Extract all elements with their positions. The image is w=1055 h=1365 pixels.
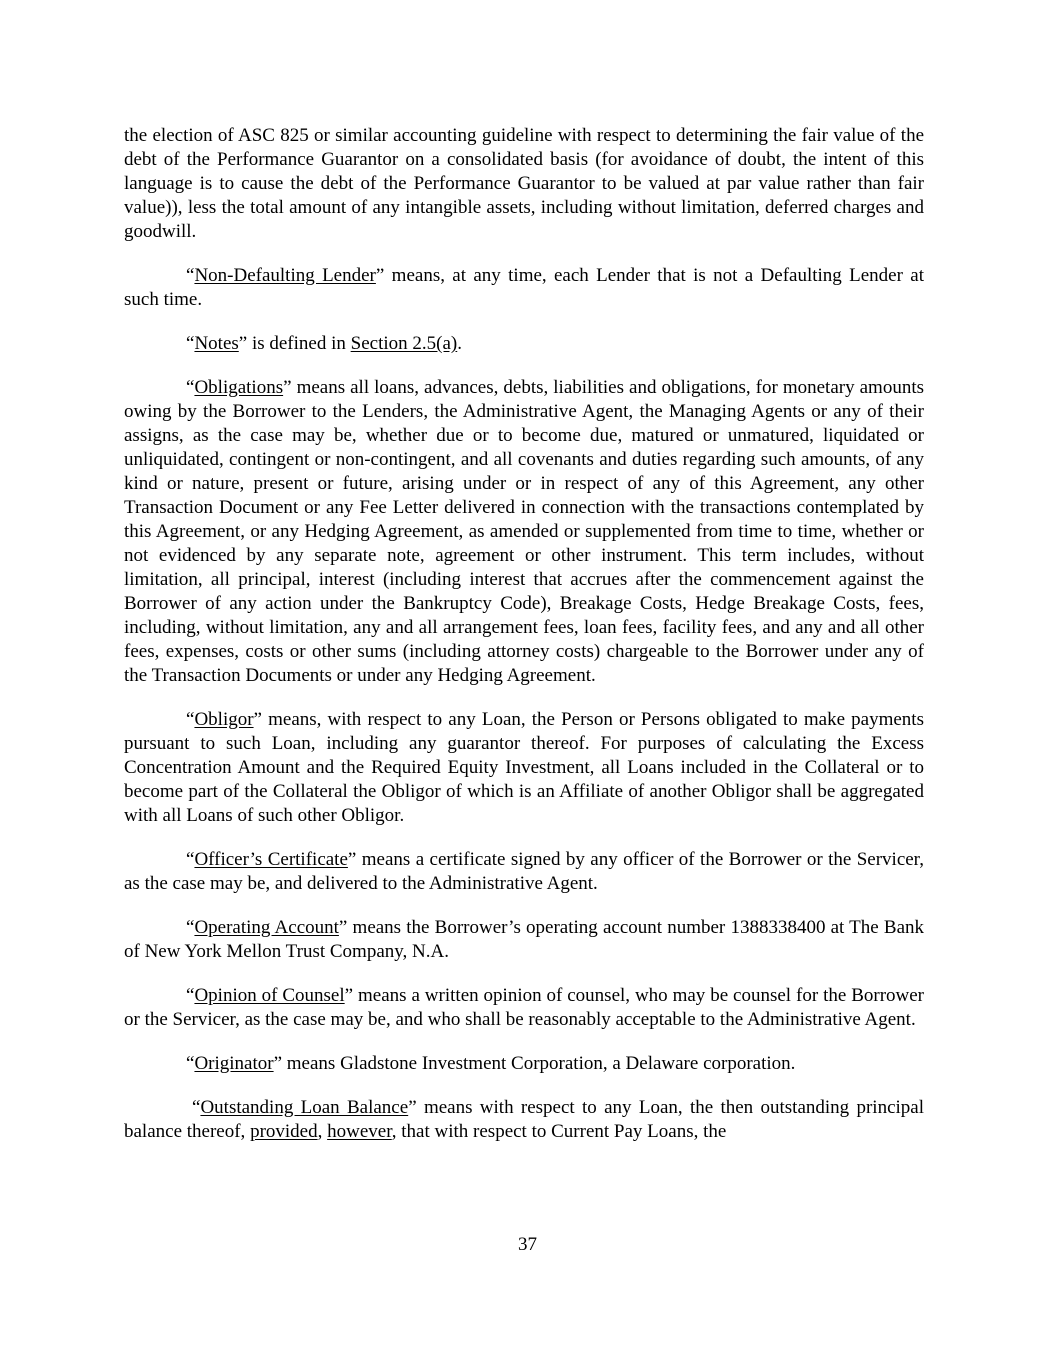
proviso-separator: , [317, 1121, 328, 1142]
close-quote: ” [347, 849, 357, 870]
defined-term: Obligations [194, 377, 284, 398]
defined-term: Officer’s Certificate [194, 849, 348, 870]
page-number: 37 [518, 1234, 537, 1255]
open-quote: “ [192, 1097, 201, 1118]
definition-non-defaulting-lender [124, 264, 924, 312]
definition-obligor [124, 708, 924, 828]
definition-text: means a written opinion of counsel, who may be counsel for the Borrower or the Servicer, as the case may be, and who shall be reasonably acceptable to the Administrative Agent. [124, 985, 925, 1030]
definition-text: means the Borrower’s operating account number 1388338400 at The Bank of New York Mellon Trust Company, N.A. [124, 917, 924, 962]
definition-originator [124, 1052, 924, 1076]
close-quote: ” [253, 709, 262, 730]
close-quote: ” [408, 1097, 417, 1118]
proviso-however: however [327, 1121, 392, 1142]
document-page [124, 124, 924, 1164]
definition-text: means with respect to any Loan, the then outstanding principal balance thereof, [124, 1097, 924, 1142]
close-quote: ” [238, 333, 248, 354]
definition-officers-certificate [124, 848, 924, 896]
open-quote: “ [186, 917, 195, 938]
proviso-provided: provided [250, 1121, 318, 1142]
close-quote: ” [344, 985, 354, 1006]
defined-term: Obligor [194, 709, 254, 730]
definition-opinion-of-counsel [124, 984, 924, 1032]
open-quote: “ [186, 333, 195, 354]
definition-text: means Gladstone Investment Corporation, a Delaware corporation. [282, 1053, 796, 1074]
open-quote: “ [186, 265, 195, 286]
definition-obligations [124, 376, 924, 688]
continuation-paragraph: the election of ASC 825 or similar accounting guideline with respect to determining the fair value of the debt of the Performance Guarantor on a consolidated basis (for avoidance of doubt, the intent of this language is to cause the debt of the Performance Guarantor to be valued at par value rather than fair value)), less the total amount of any intangible assets, including without limitation, deferred charges and goodwill. [124, 125, 924, 242]
defined-term: Non-Defaulting Lender [194, 265, 376, 286]
defined-term: Opinion of Counsel [194, 985, 345, 1006]
definition-notes [124, 332, 924, 356]
open-quote: “ [186, 849, 195, 870]
definition-tail: , that with respect to Current Pay Loans, the [391, 1121, 727, 1142]
definition-text: means all loans, advances, debts, liabilities and obligations, for monetary amounts owing by the Borrower to the Lenders, the Administrative Agent, the Managing Agents or any of their assigns, as the case may be, whether due or to become due, matured or unmatured, liquidated or unliquidated, contingent or non-contingent, and all covenants and duties regarding such amounts, of any kind or nature, present or future, arising under or in respect of any of this Agreement, any other Transaction Document or any Fee Letter delivered in connection with the transactions contemplated by this Agreement, or any Hedging Agreement, as amended or supplemented from time to time, whether or not evidenced by any separate note, agreement or other instrument. This term includes, without limitation, all principal, interest (including interest that accrues after the commencement against the Borrower of any action under the Bankruptcy Code), Breakage Costs, Hedge Breakage Costs, fees, including, without limitation, any and all arrangement fees, loan fees, facility fees, and any and all other fees, expenses, costs or other sums (including attorney costs) chargeable to the Borrower under any of the Transaction Documents or under any Hedging Agreement. [124, 377, 924, 686]
definition-text: means, at any time, each Lender that is not a Defaulting Lender at such time. [124, 265, 924, 310]
close-quote: ” [283, 377, 292, 398]
definition-text: is defined in [247, 333, 351, 354]
definition-text: means, with respect to any Loan, the Person or Persons obligated to make payments pursuant to such Loan, including any guarantor thereof. For purposes of calculating the Excess Concentration Amount and the Required Equity Investment, all Loans included in the Collateral or to become part of the Collateral the Obligor of which is an Affiliate of another Obligor shall be aggregated with all Loans of such other Obligor. [124, 709, 924, 826]
definition-text: means a certificate signed by any officer of the Borrower or the Servicer, as the case may be, and delivered to the Administrative Agent. [124, 849, 925, 894]
open-quote: “ [186, 377, 195, 398]
defined-term: Notes [194, 333, 239, 354]
open-quote: “ [186, 1053, 195, 1074]
close-quote: ” [375, 265, 385, 286]
defined-term: Originator [194, 1053, 274, 1074]
definition-tail: . [457, 333, 462, 354]
open-quote: “ [186, 709, 195, 730]
section-reference: Section 2.5(a) [350, 333, 458, 354]
definition-outstanding-loan-balance [124, 1096, 924, 1144]
defined-term: Outstanding Loan Balance [200, 1097, 409, 1118]
open-quote: “ [186, 985, 195, 1006]
close-quote: ” [273, 1053, 283, 1074]
defined-term: Operating Account [194, 917, 339, 938]
close-quote: ” [338, 917, 348, 938]
definition-operating-account [124, 916, 924, 964]
